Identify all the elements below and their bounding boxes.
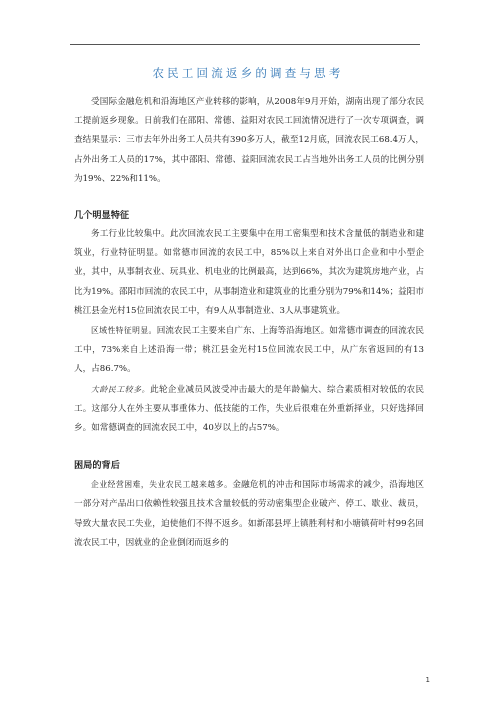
- document-body: [74, 93, 424, 553]
- paragraph-age-text: 此轮企业减员风波受冲击最大的是年龄偏大、综合素质相对较低的农民工。这部分人在外主要从事重体力、低技能的工作，失业后很难在外重新择业，只好选择回乡。如常德调查的回流农民工中，40岁以上的占57%。: [74, 384, 424, 434]
- paragraph-enterprise: [74, 475, 424, 553]
- lead-in-region: 区域性特征明显。: [91, 326, 157, 336]
- intro-paragraph: 受国际金融危机和沿海地区产业转移的影响，从2008年9月开始，湖南出现了部分农民工提前返乡现象。日前我们在邵阳、常德、益阳对农民工回流情况进行了一次专项调查，调查结果显示：三市去年外出务工人员共有390多万人，截至12月底，回流农民工68.4万人，占外出务工人员的17%，其中邵阳、常德、益阳回流农民工占当地外出务工人员的比例分别为19%、22%和11%。: [74, 97, 424, 184]
- paragraph-region: [74, 321, 424, 380]
- section-heading-background: 困局的背后: [74, 460, 120, 472]
- paragraph-industry: 务工行业比较集中。此次回流农民工主要集中在用工密集型和技术含量低的制造业和建筑业，行业特征明显。如常德市回流的农民工中，85%以上来自对外出口企业和中小型企业，其中，从事制衣业、玩具业、机电业的比例最高，达到66%，其次为建筑房地产业，占比为19%。邵阳市回流的农民工中，从事制造业和建筑业的比重分别为79%和14%；益阳市桃江县金光村15位回流农民工中，有9人从事制造业、3人从事建筑业。: [74, 229, 424, 316]
- lead-in-enterprise: 企业经营困难，失业农民工越来越多。: [91, 480, 233, 490]
- paragraph-age: [74, 380, 424, 439]
- section-heading-features: 几个明显特征: [74, 210, 130, 222]
- paragraph-enterprise-text: 金融危机的冲击和国际市场需求的减少，沿海地区一部分对产品出口依赖性较强且技术含量较低的劳动密集型企业破产、停工、歇业、裁员，导致大量农民工失业，迫使他们不得不返乡。如新邵县坪上镇胜利村和小塘镇荷叶村99名回流农民工中，因就业的企业倒闭而返乡的: [74, 480, 424, 548]
- lead-in-age: 大龄民工较多。: [91, 384, 151, 394]
- paragraph-region-text: 回流农民工主要来自广东、上海等沿海地区。如常德市调查的回流农民工中，73%来自上述沿海一带；桃江县金光村15位回流农民工中，从广东省返回的有13人，占86.7%。: [74, 326, 424, 375]
- page-number: 1: [425, 676, 430, 684]
- header-rule: [70, 44, 420, 45]
- document-title: 农民工回流返乡的调查与思考: [152, 66, 344, 80]
